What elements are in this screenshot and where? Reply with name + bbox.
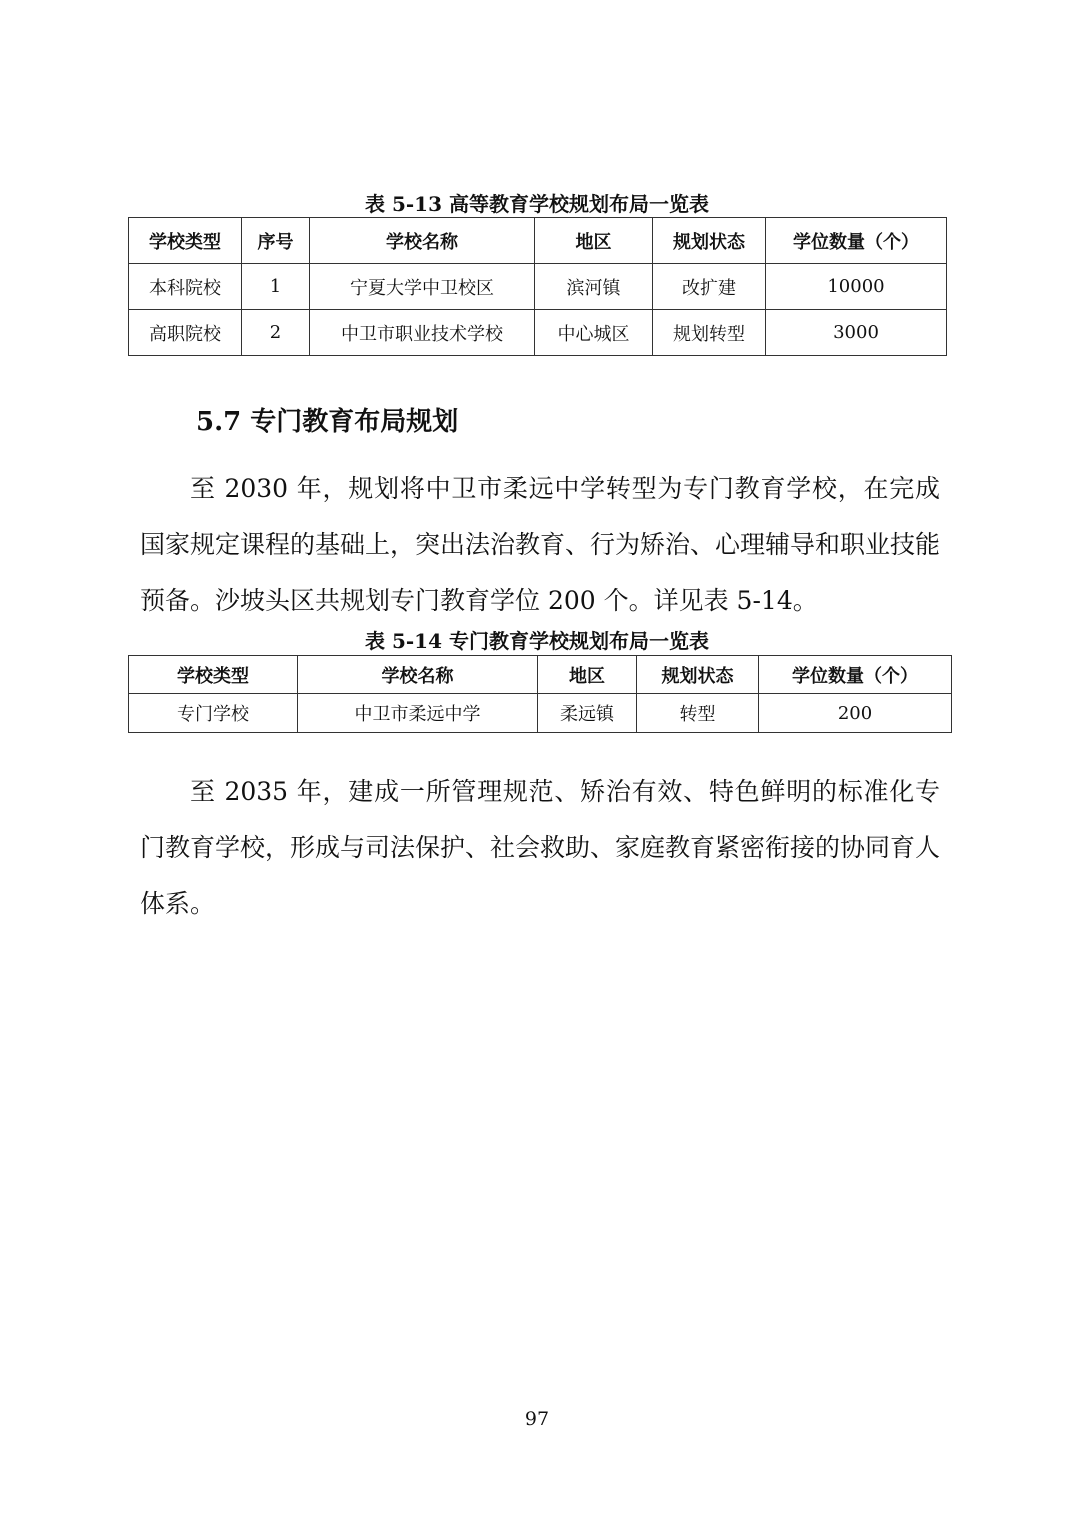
table-cell: 柔远镇 bbox=[538, 694, 637, 733]
table-cell: 3000 bbox=[766, 310, 947, 356]
table-cell: 10000 bbox=[766, 264, 947, 310]
table-cell: 1 bbox=[242, 264, 310, 310]
table-header-row bbox=[129, 218, 947, 264]
table-cell: 宁夏大学中卫校区 bbox=[310, 264, 535, 310]
table-5-14-caption: 表 5-14 专门教育学校规划布局一览表 bbox=[365, 629, 709, 653]
table-cell: 中卫市职业技术学校 bbox=[310, 310, 535, 356]
table-row bbox=[129, 264, 947, 310]
header-cell: 学校类型 bbox=[129, 218, 242, 264]
body-paragraph: 至 2035 年，建成一所管理规范、矫治有效、特色鲜明的标准化专门教育学校，形成与司法保护、社会救助、家庭教育紧密衔接的协同育人体系。 bbox=[140, 777, 941, 918]
header-cell: 学校名称 bbox=[310, 218, 535, 264]
table-row bbox=[129, 310, 947, 356]
table-cell: 滨河镇 bbox=[535, 264, 653, 310]
table-cell: 高职院校 bbox=[129, 310, 242, 356]
table-cell: 规划转型 bbox=[653, 310, 766, 356]
header-cell: 规划状态 bbox=[653, 218, 766, 264]
higher-education-table bbox=[128, 217, 947, 356]
body-paragraph: 至 2030 年，规划将中卫市柔远中学转型为专门教育学校，在完成国家规定课程的基础上，突出法治教育、行为矫治、心理辅导和职业技能预备。沙坡头区共规划专门教育学位 200 个。详见表 5-14。 bbox=[140, 474, 941, 615]
header-cell: 序号 bbox=[242, 218, 310, 264]
table-cell: 专门学校 bbox=[129, 694, 298, 733]
table-header-row bbox=[129, 656, 952, 694]
table-cell: 本科院校 bbox=[129, 264, 242, 310]
page-number: 97 bbox=[524, 1408, 550, 1430]
table-cell: 改扩建 bbox=[653, 264, 766, 310]
table-cell: 200 bbox=[759, 694, 952, 733]
header-cell: 地区 bbox=[538, 656, 637, 694]
table-row bbox=[129, 694, 952, 733]
table-cell: 转型 bbox=[637, 694, 759, 733]
table-cell: 中卫市柔远中学 bbox=[298, 694, 538, 733]
section-heading: 5.7 专门教育布局规划 bbox=[196, 407, 459, 437]
header-cell: 学校名称 bbox=[298, 656, 538, 694]
table-cell: 2 bbox=[242, 310, 310, 356]
header-cell: 地区 bbox=[535, 218, 653, 264]
table-5-13-caption: 表 5-13 高等教育学校规划布局一览表 bbox=[365, 192, 709, 216]
header-cell: 规划状态 bbox=[637, 656, 759, 694]
header-cell: 学位数量（个） bbox=[759, 656, 952, 694]
table-cell: 中心城区 bbox=[535, 310, 653, 356]
special-education-table bbox=[128, 655, 952, 733]
header-cell: 学位数量（个） bbox=[766, 218, 947, 264]
header-cell: 学校类型 bbox=[129, 656, 298, 694]
